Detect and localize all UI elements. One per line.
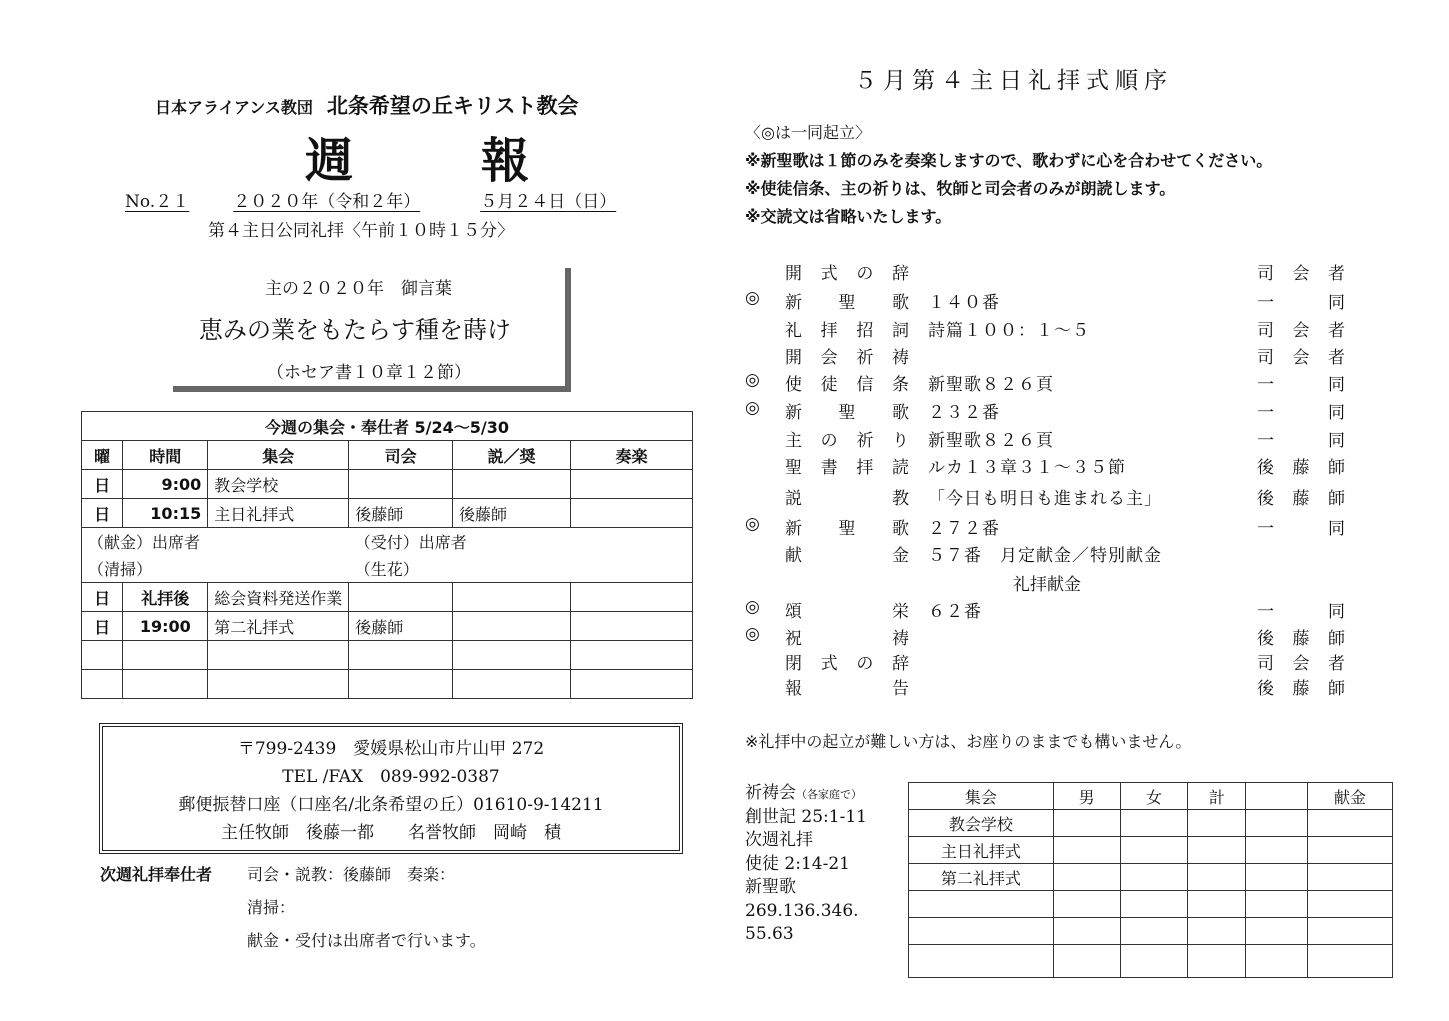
order-item-name: 主の祈り bbox=[785, 431, 909, 451]
order-item-content: 詩篇１００：１〜５ bbox=[928, 321, 1090, 341]
order-item-name: 聖書拝読 bbox=[785, 458, 909, 478]
standing-note: ※礼拝中の起立が難しい方は、お座りのままでも構いません。 bbox=[745, 732, 1192, 751]
column-header: 献金 bbox=[1308, 783, 1393, 810]
table-row bbox=[82, 470, 693, 499]
table-cell: 後藤師 bbox=[453, 499, 571, 528]
responsive-reading-note: ※交読文は省略いたします。 bbox=[745, 207, 952, 226]
table-cell: 教会学校 bbox=[909, 810, 1054, 837]
order-item-content: 新聖歌８２６頁 bbox=[928, 375, 1054, 395]
order-item-name: 献金 bbox=[785, 546, 909, 566]
postal-address: 〒799-2439 愛媛県松山市片山甲 272 bbox=[237, 739, 545, 759]
table-cell: 総会資料発送作業 bbox=[208, 583, 349, 612]
order-item bbox=[745, 398, 1355, 424]
order-item bbox=[745, 343, 1355, 369]
table-cell bbox=[571, 612, 693, 641]
order-item-leader: 司会者 bbox=[1257, 348, 1345, 368]
prayer-line: 創世記 25:1-11 bbox=[745, 806, 867, 827]
table-cell bbox=[571, 670, 693, 699]
table-cell bbox=[909, 945, 1054, 978]
table-cell: 後藤師 bbox=[349, 499, 453, 528]
order-item-content: ６２番 bbox=[928, 602, 982, 622]
order-item-content: ２７２番 bbox=[928, 519, 1000, 539]
column-header: 司会 bbox=[349, 441, 453, 470]
table-cell bbox=[349, 470, 453, 499]
table-title: 今週の集会・奉仕者 5/24〜5/30 bbox=[82, 412, 693, 441]
verse-text: 恵みの業をもたらす種を蒔け bbox=[199, 316, 511, 344]
creed-note: ※使徒信条、主の祈りは、牧師と司会者のみが朗読します。 bbox=[745, 179, 1176, 198]
table-row bbox=[909, 945, 1393, 978]
table-cell: 日 bbox=[82, 612, 123, 641]
column-header: 集会 bbox=[909, 783, 1054, 810]
order-item-content: 新聖歌８２６頁 bbox=[928, 431, 1054, 451]
table-cell: 主日礼拝式 bbox=[909, 837, 1054, 864]
table-cell: 19:00 bbox=[123, 612, 208, 641]
table-cell bbox=[571, 470, 693, 499]
attendance-table bbox=[908, 782, 1393, 978]
order-item-name: 報告 bbox=[785, 679, 909, 699]
order-item bbox=[745, 370, 1355, 396]
prayer-line: 次週礼拝 bbox=[745, 830, 813, 850]
hymn-note: ※新聖歌は１節のみを奏楽しますので、歌わずに心を合わせてください。 bbox=[745, 151, 1273, 170]
table-header-row bbox=[909, 783, 1393, 810]
order-item-leader: 司会者 bbox=[1257, 654, 1345, 674]
order-item bbox=[745, 649, 1355, 675]
order-item bbox=[745, 484, 1355, 510]
order-item-leader: 後藤師 bbox=[1257, 679, 1345, 699]
order-item-content: ルカ１３章３１〜３５節 bbox=[928, 458, 1126, 478]
column-header: 集会 bbox=[208, 441, 349, 470]
order-item-content: １４０番 bbox=[928, 293, 1000, 313]
order-item-name: 新聖歌 bbox=[785, 519, 909, 539]
table-cell: 9:00 bbox=[123, 470, 208, 499]
table-cell bbox=[349, 583, 453, 612]
table-cell bbox=[349, 641, 453, 670]
table-cell: 10:15 bbox=[123, 499, 208, 528]
order-item-name: 開式の辞 bbox=[785, 264, 909, 284]
service-time: 第４主日公同礼拝〈午前１０時１５分〉 bbox=[208, 221, 514, 241]
order-item-leader: 司会者 bbox=[1257, 321, 1345, 341]
order-of-worship-title: ５月第４主日礼拝式順序 bbox=[854, 68, 1173, 94]
order-item-leader: 一同 bbox=[1257, 602, 1345, 622]
order-item-leader: 後藤師 bbox=[1257, 458, 1345, 478]
table-cell: 後藤師 bbox=[349, 612, 453, 641]
column-header: 男 bbox=[1053, 783, 1120, 810]
weekly-meetings-table bbox=[81, 411, 693, 699]
order-item-name: 礼拝招詞 bbox=[785, 321, 909, 341]
table-cell bbox=[453, 670, 571, 699]
next-week-servers-label: 次週礼拝奉仕者 bbox=[100, 865, 213, 884]
table-row bbox=[909, 810, 1393, 837]
table-row bbox=[909, 918, 1393, 945]
standing-legend: 〈◎は一同起立〉 bbox=[745, 123, 871, 142]
church-name: 北条希望の丘キリスト教会 bbox=[326, 94, 579, 118]
order-item bbox=[745, 288, 1355, 314]
table-row bbox=[82, 670, 693, 699]
order-item-name: 開会祈祷 bbox=[785, 348, 909, 368]
table-cell bbox=[453, 470, 571, 499]
order-item-leader: 一同 bbox=[1257, 403, 1345, 423]
offering-subline: 礼拝献金 bbox=[1013, 575, 1081, 595]
standing-mark: ◎ bbox=[745, 288, 760, 308]
table-cell bbox=[349, 670, 453, 699]
order-item-leader: 一同 bbox=[1257, 431, 1345, 451]
table-cell bbox=[571, 499, 693, 528]
table-cell bbox=[909, 918, 1054, 945]
order-item bbox=[745, 514, 1355, 540]
table-row bbox=[909, 837, 1393, 864]
order-item bbox=[745, 453, 1355, 479]
table-cell: 日 bbox=[82, 470, 123, 499]
table-row bbox=[909, 864, 1393, 891]
order-item bbox=[745, 259, 1355, 285]
order-item-leader: 一同 bbox=[1257, 293, 1345, 313]
table-cell: 教会学校 bbox=[208, 470, 349, 499]
duty-note: （清掃） bbox=[82, 555, 349, 583]
table-cell: 日 bbox=[82, 499, 123, 528]
column-header: 時間 bbox=[123, 441, 208, 470]
issue-line bbox=[125, 187, 616, 212]
table-cell bbox=[909, 891, 1054, 918]
table-cell bbox=[453, 583, 571, 612]
table-cell bbox=[571, 641, 693, 670]
order-item-content: ２３２番 bbox=[928, 403, 1000, 423]
pastors: 主任牧師 後藤一都 名誉牧師 岡崎 積 bbox=[221, 823, 561, 843]
column-header: 奏楽 bbox=[571, 441, 693, 470]
verse-heading: 主の２０２０年 御言葉 bbox=[265, 279, 452, 299]
table-cell: 第二礼拝式 bbox=[208, 612, 349, 641]
prayer-line: 使徒 2:14-21 bbox=[745, 853, 850, 874]
order-item-leader: 司会者 bbox=[1257, 264, 1345, 284]
prayer-line: 269.136.346. bbox=[745, 900, 859, 921]
tel-fax: TEL /FAX 089-992-0387 bbox=[282, 767, 500, 787]
next-week-offering: 献金・受付は出席者で行います。 bbox=[247, 931, 486, 950]
church-address-box bbox=[99, 723, 683, 854]
table-cell bbox=[123, 641, 208, 670]
table-cell bbox=[82, 641, 123, 670]
standing-mark: ◎ bbox=[745, 624, 760, 644]
order-item bbox=[745, 541, 1355, 567]
table-row bbox=[82, 583, 693, 612]
order-item-name: 閉式の辞 bbox=[785, 654, 909, 674]
postal-transfer-account: 郵便振替口座（口座名/北条希望の丘）01610-9-14211 bbox=[178, 795, 604, 815]
duty-note: （受付）出席者 bbox=[349, 528, 693, 556]
order-item-content: ５７番 月定献金／特別献金 bbox=[928, 546, 1162, 566]
denomination-name: 日本アライアンス教団 bbox=[155, 98, 313, 117]
table-cell bbox=[453, 641, 571, 670]
order-item-name: 頌栄 bbox=[785, 602, 909, 622]
next-week-cleaning: 清掃： bbox=[247, 898, 296, 917]
column-header: 説／奨 bbox=[453, 441, 571, 470]
table-row bbox=[82, 641, 693, 670]
order-item bbox=[745, 316, 1355, 342]
order-item-name: 使徒信条 bbox=[785, 375, 909, 395]
order-item bbox=[745, 624, 1355, 650]
prayer-meeting-title: 祈祷会 bbox=[745, 783, 796, 803]
table-cell: 主日礼拝式 bbox=[208, 499, 349, 528]
table-cell bbox=[453, 612, 571, 641]
column-header bbox=[1246, 783, 1308, 810]
prayer-line: 新聖歌 bbox=[745, 877, 796, 897]
order-item-content: 「今日も明日も進まれる主」 bbox=[928, 489, 1162, 509]
order-item-leader: 後藤師 bbox=[1257, 629, 1345, 649]
table-cell: 第二礼拝式 bbox=[909, 864, 1054, 891]
table-cell bbox=[123, 670, 208, 699]
table-cell bbox=[571, 583, 693, 612]
column-header: 女 bbox=[1120, 783, 1188, 810]
table-cell bbox=[82, 670, 123, 699]
order-item bbox=[745, 597, 1355, 623]
order-item bbox=[745, 674, 1355, 700]
order-item-leader: 一同 bbox=[1257, 519, 1345, 539]
order-item-name: 新聖歌 bbox=[785, 403, 909, 423]
order-item-name: 新聖歌 bbox=[785, 293, 909, 313]
order-item bbox=[745, 426, 1355, 452]
standing-mark: ◎ bbox=[745, 370, 760, 390]
order-item-leader: 後藤師 bbox=[1257, 489, 1345, 509]
table-cell: 日 bbox=[82, 583, 123, 612]
table-row bbox=[909, 891, 1393, 918]
prayer-meeting-note: （各家庭で） bbox=[796, 788, 862, 801]
order-item-name: 説教 bbox=[785, 489, 909, 509]
table-header-row bbox=[82, 441, 693, 470]
issue-number: No.２１ bbox=[125, 192, 190, 212]
table-cell: 礼拝後 bbox=[123, 583, 208, 612]
table-cell bbox=[208, 641, 349, 670]
bulletin-title: 週 報 bbox=[305, 133, 570, 189]
church-name-line bbox=[155, 90, 579, 120]
standing-mark: ◎ bbox=[745, 514, 760, 534]
table-row bbox=[82, 499, 693, 528]
table-row bbox=[82, 612, 693, 641]
duty-note: （献金）出席者 bbox=[82, 528, 349, 556]
order-item-leader: 一同 bbox=[1257, 375, 1345, 395]
order-item-name: 祝祷 bbox=[785, 629, 909, 649]
prayer-meeting-block bbox=[745, 782, 867, 947]
verse-reference: （ホセア書１０章１２節） bbox=[267, 363, 471, 383]
issue-year: ２０２０年（令和２年） bbox=[233, 192, 421, 212]
column-header: 曜 bbox=[82, 441, 123, 470]
duty-note: （生花） bbox=[349, 555, 693, 583]
verse-box bbox=[173, 268, 571, 392]
standing-mark: ◎ bbox=[745, 597, 760, 617]
next-week-roles: 司会・説教：後藤師 奏楽： bbox=[247, 865, 456, 884]
issue-date: ５月２４日（日） bbox=[480, 192, 617, 212]
column-header: 計 bbox=[1188, 783, 1246, 810]
standing-mark: ◎ bbox=[745, 398, 760, 418]
duty-note-row bbox=[82, 528, 693, 556]
table-cell bbox=[208, 670, 349, 699]
duty-note-row bbox=[82, 555, 693, 583]
prayer-line: 55.63 bbox=[745, 924, 794, 944]
